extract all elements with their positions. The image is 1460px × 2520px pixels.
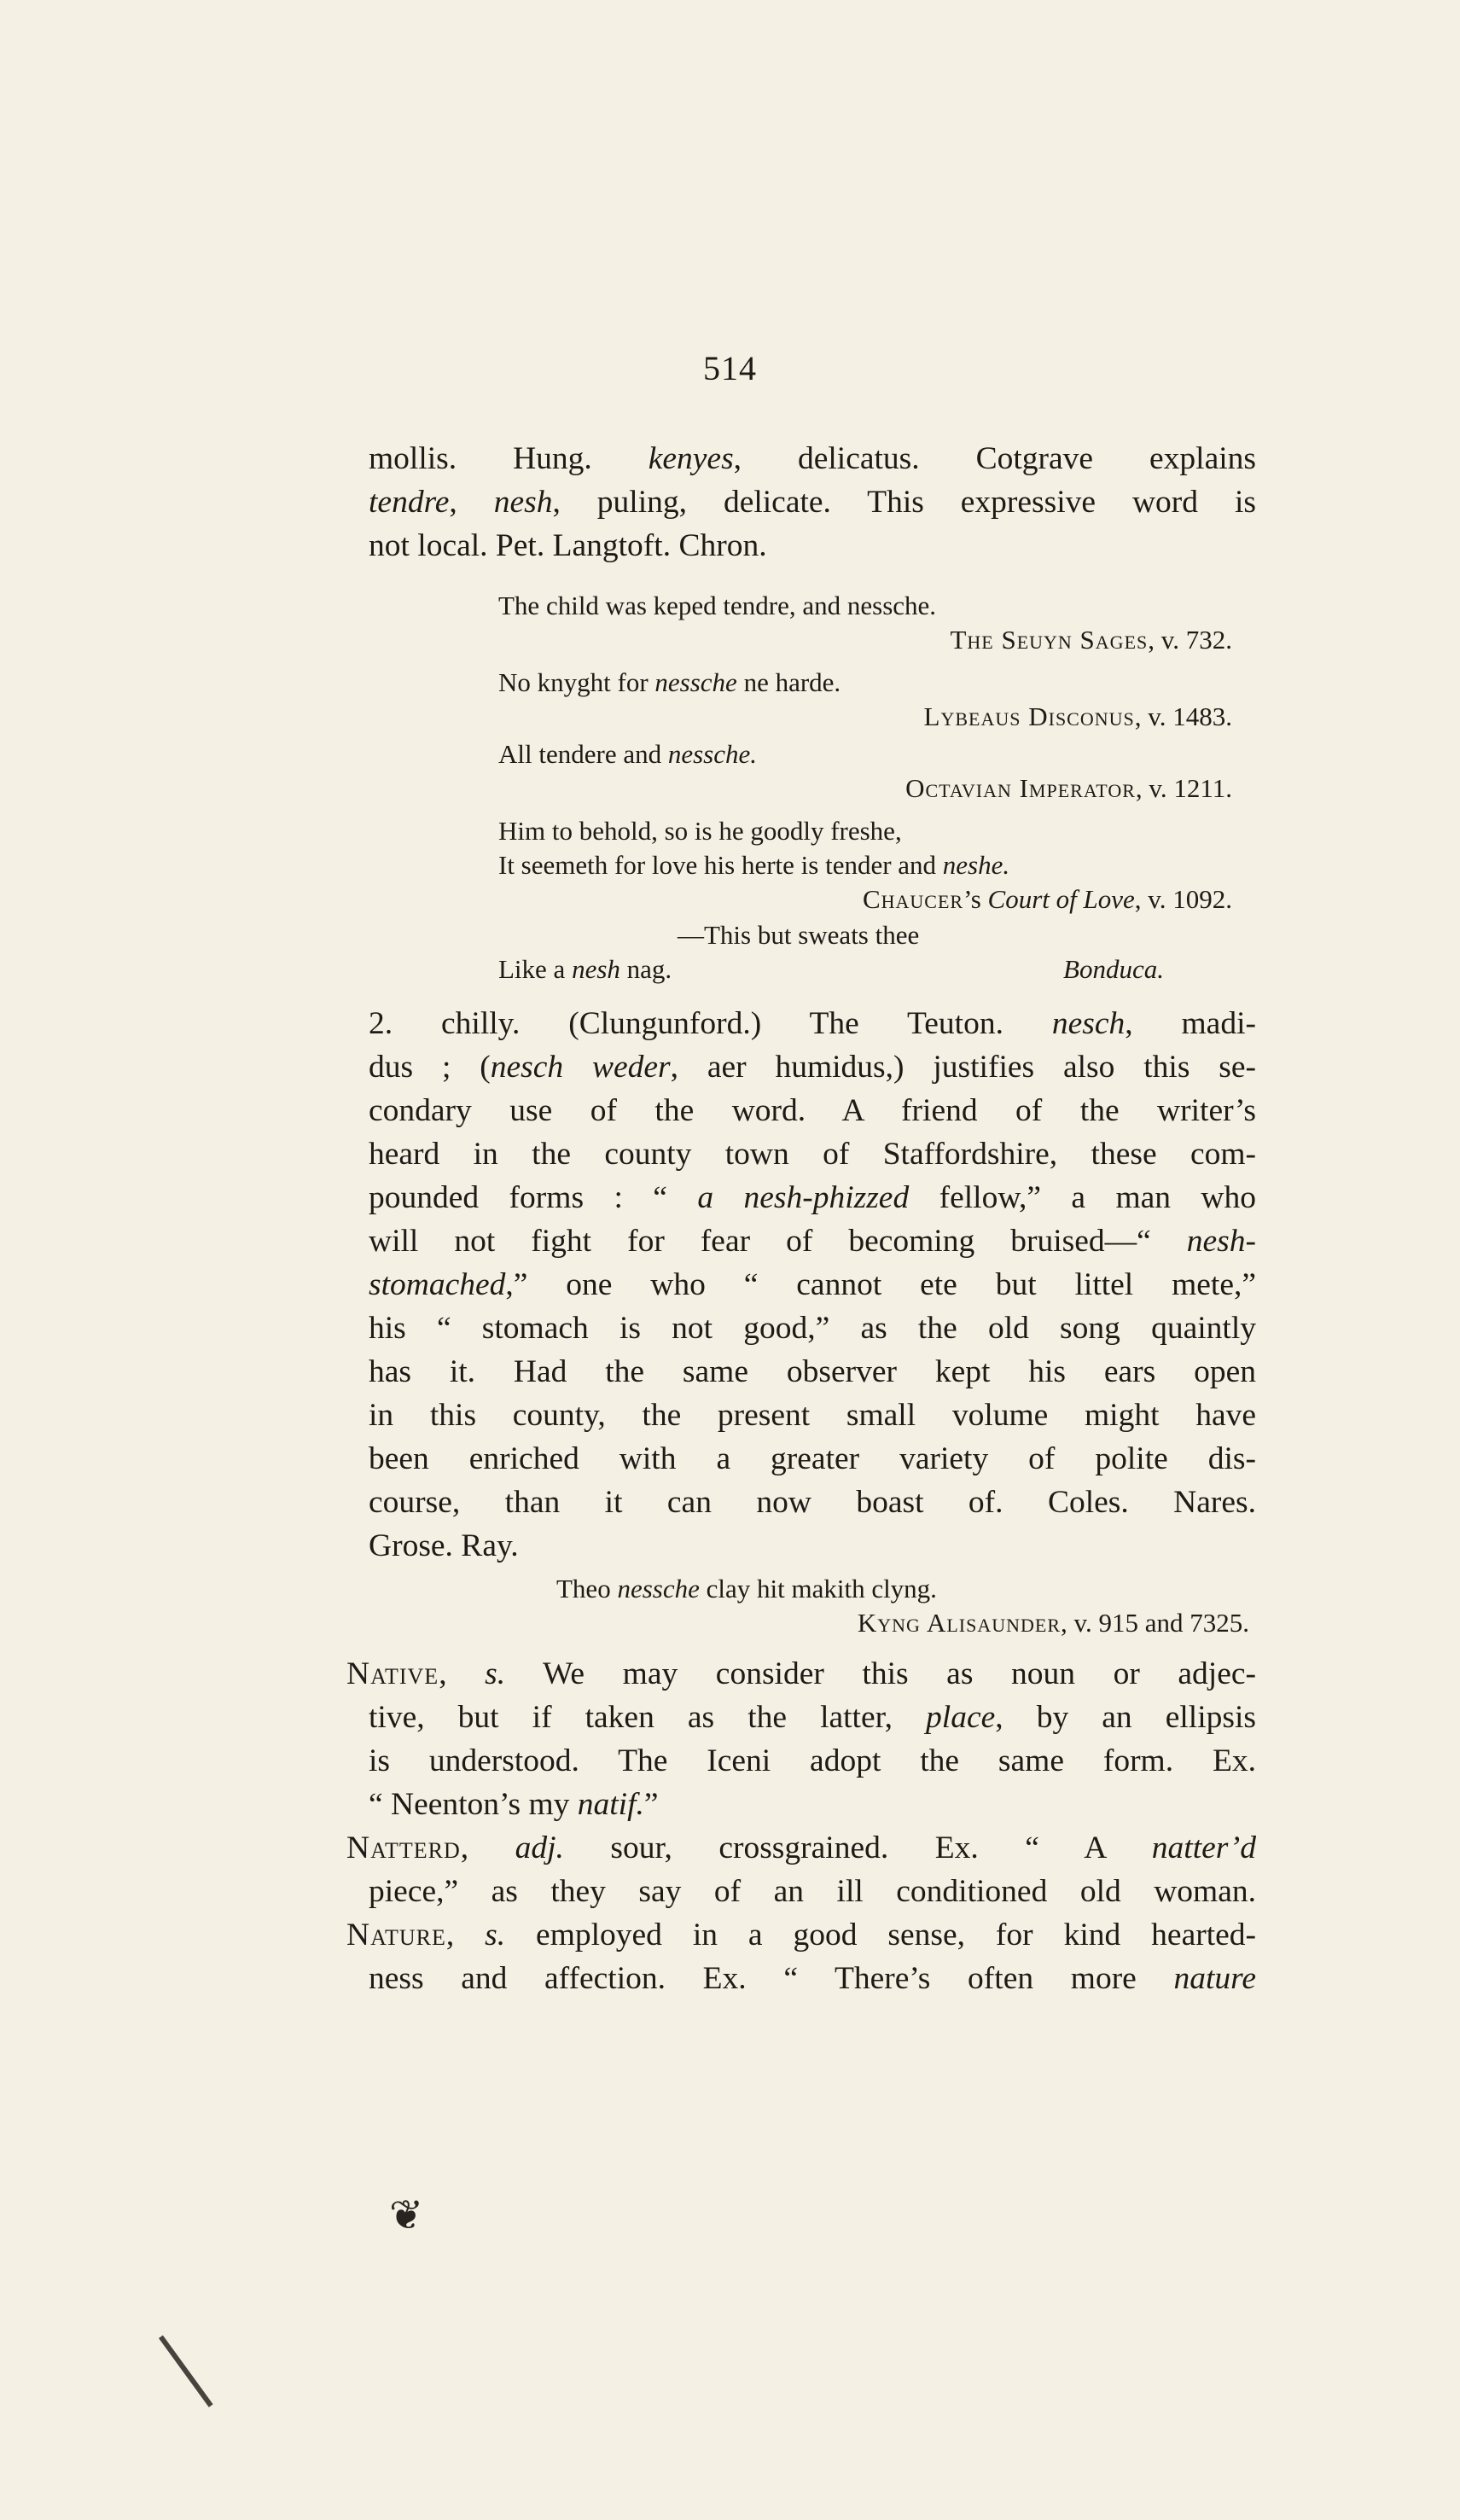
headword: Native [346,1656,439,1691]
quote-chaucer [498,814,1232,917]
text-line: heard in the county town of Staffordshire, these com- [369,1137,1256,1172]
text-line: stomached,” one who “ cannot ete but littel mete,” [369,1267,1256,1302]
quote-text: Theo nessche clay hit makith clyng. [556,1574,937,1603]
paragraph-chilly [369,1002,1256,1568]
ink-blot-mark: ❦ [389,2193,424,2238]
quote-source: Chaucer’s Court of Love, v. 1092. [862,884,1232,914]
entry-natterd: Natterd, adj. sour, crossgrained. Ex. “ A natter’d [346,1830,1256,1865]
quote-bonduca [498,918,1164,986]
text-line: not local. Pet. Langtoft. Chron. [369,528,767,563]
quote-source: Bonduca. [1063,954,1164,984]
text-line: been enriched with a greater variety of polite dis- [369,1441,1256,1476]
text-line: pounded forms : “ a nesh-phizzed fellow,” a man who [369,1180,1256,1215]
quote-source: Lybeaus Disconus, v. 1483. [923,701,1232,731]
quote-text: It seemeth for love his herte is tender and neshe. [498,850,1010,880]
quote-text: The child was keped tendre, and nessche. [498,591,937,620]
quote-source: The Seuyn Sages, v. 732. [950,625,1232,655]
text-line: mollis. Hung. kenyes, delicatus. Cotgrave explains [369,441,1256,476]
text-line: course, than it can now boast of. Coles. Nares. [369,1485,1256,1520]
quote-text: Him to behold, so is he goodly freshe, [498,816,902,846]
text-line: is understood. The Iceni adopt the same form. Ex. [369,1743,1256,1778]
text-line: has it. Had the same observer kept his ears open [369,1354,1256,1389]
text-line: 2. chilly. (Clungunford.) The Teuton. nesch, madi- [369,1006,1256,1041]
text-line: dus ; (nesch weder, aer humidus,) justifies also this se- [369,1050,1256,1085]
quote-text: All tendere and nessche. [498,739,757,769]
text-line: his “ stomach is not good,” as the old song quaintly [369,1311,1256,1346]
text-line: tendre, nesh, puling, delicate. This expressive word is [369,485,1256,520]
quote-seuyn-sages [498,589,1232,657]
quote-lybeaus [498,666,1232,734]
quote-text: No knyght for nessche ne harde. [498,667,841,697]
text-line: piece,” as they say of an ill conditioned old woman. [369,1874,1256,1909]
page-number: 514 [703,349,757,387]
entry-nature: Nature, s. employed in a good sense, for kind hearted- [346,1918,1256,1953]
text-line: tive, but if taken as the latter, place, by an ellipsis [369,1700,1256,1735]
quote-kyng-alisaunder [556,1572,1249,1640]
text-line: ness and affection. Ex. “ There’s often more nature [369,1961,1256,1996]
text-line: will not fight for fear of becoming bruised—“ nesh- [369,1224,1256,1259]
text-line: condary use of the word. A friend of the writer’s [369,1093,1256,1128]
quote-text: Like a nesh nag. Bonduca. [498,952,1164,986]
quote-source: Kyng Alisaunder, v. 915 and 7325. [857,1608,1249,1638]
dictionary-entries [346,1652,1256,2000]
entry-native: Native, s. We may consider this as noun or adjec- [346,1656,1256,1691]
quote-octavian [498,737,1232,806]
paragraph-nesh-intro [369,437,1256,567]
text-line: Grose. Ray. [369,1528,519,1563]
headword: Nature [346,1918,446,1953]
quote-text: —This but sweats thee [678,920,920,950]
text-line: in this county, the present small volume might have [369,1398,1256,1433]
headword: Natterd [346,1830,461,1865]
text-line: “ Neenton’s my natif.” [369,1787,659,1822]
ink-stroke-mark [159,2335,213,2407]
quote-source: Octavian Imperator, v. 1211. [905,773,1232,803]
